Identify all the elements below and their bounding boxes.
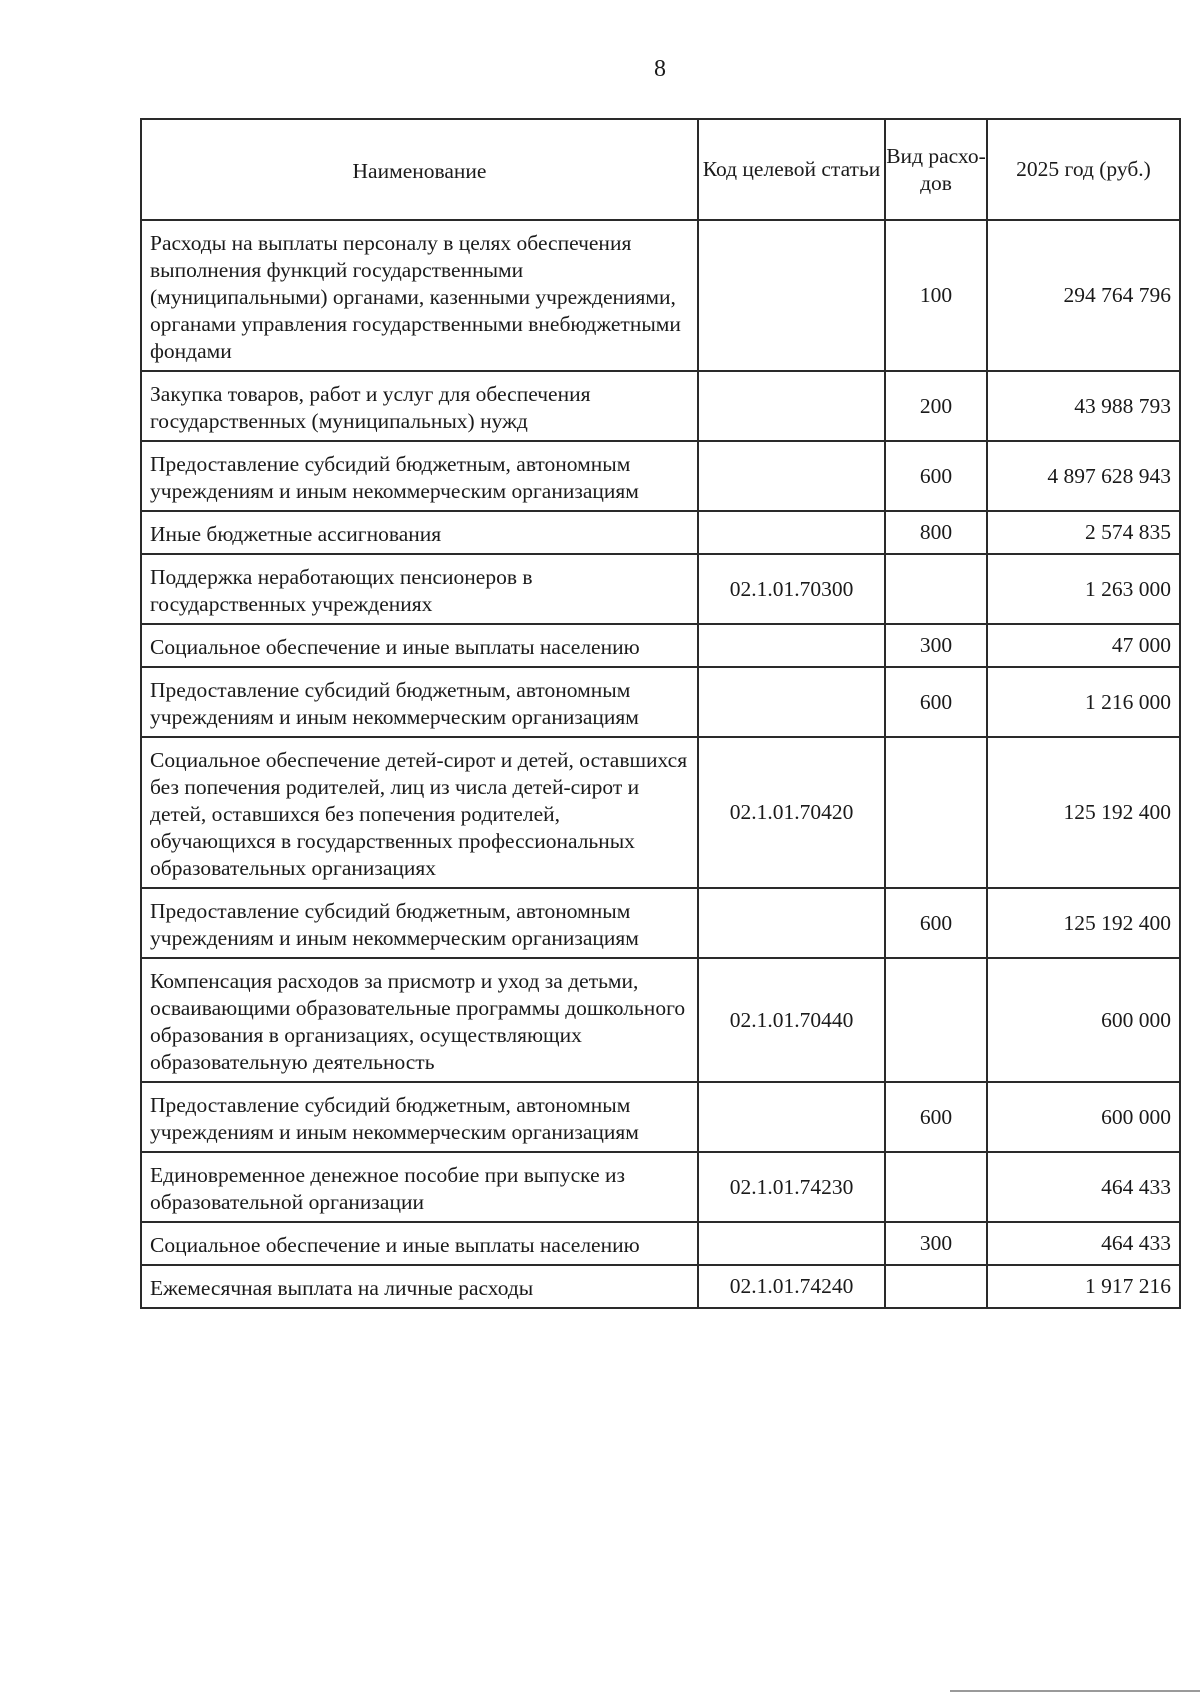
row-sum: 1 917 216 (987, 1265, 1180, 1308)
row-sum: 1 263 000 (987, 554, 1180, 624)
row-type (885, 737, 987, 888)
row-sum: 2 574 835 (987, 511, 1180, 554)
page-number: 8 (654, 56, 666, 82)
row-type: 200 (885, 371, 987, 441)
row-code (698, 371, 885, 441)
row-name: Закупка товаров, работ и услуг для обеспечения государственных (муниципальных) нужд (141, 371, 698, 441)
header-type (885, 119, 987, 220)
row-name: Поддержка неработающих пенсионеров в государственных учреждениях (141, 554, 698, 624)
row-type (885, 1152, 987, 1222)
row-type: 800 (885, 511, 987, 554)
row-type: 300 (885, 1222, 987, 1265)
row-name: Предоставление субсидий бюджетным, автономным учреждениям и иным некоммерческим организациям (141, 888, 698, 958)
table-row (141, 511, 1180, 554)
table-row (141, 737, 1180, 888)
table-row (141, 667, 1180, 737)
row-type: 300 (885, 624, 987, 667)
row-name: Компенсация расходов за присмотр и уход за детьми, осваивающими образовательные программы дошкольного образования в организациях, осуществляющих образовательную деятельность (141, 958, 698, 1082)
row-code: 02.1.01.70420 (698, 737, 885, 888)
table-row (141, 1152, 1180, 1222)
header-type-label: Вид расхо-дов (886, 143, 986, 195)
row-sum: 600 000 (987, 1082, 1180, 1152)
row-code: 02.1.01.74240 (698, 1265, 885, 1308)
row-name: Ежемесячная выплата на личные расходы (141, 1265, 698, 1308)
header-name-label: Наименование (352, 159, 487, 183)
budget-table (140, 118, 1181, 1309)
row-type: 600 (885, 441, 987, 511)
row-type: 600 (885, 1082, 987, 1152)
table-row (141, 371, 1180, 441)
header-name (141, 119, 698, 220)
header-code-label: Код целевой статьи (702, 157, 881, 181)
header-row (141, 119, 1180, 220)
row-code (698, 667, 885, 737)
row-sum: 47 000 (987, 624, 1180, 667)
header-sum-label: 2025 год (руб.) (1016, 157, 1151, 181)
row-name: Предоставление субсидий бюджетным, автономным учреждениям и иным некоммерческим организациям (141, 441, 698, 511)
row-sum: 464 433 (987, 1222, 1180, 1265)
row-code (698, 1082, 885, 1152)
row-code (698, 511, 885, 554)
row-name: Социальное обеспечение и иные выплаты населению (141, 1222, 698, 1265)
row-type (885, 554, 987, 624)
table-row (141, 1265, 1180, 1308)
row-sum: 125 192 400 (987, 888, 1180, 958)
row-type (885, 1265, 987, 1308)
row-sum: 1 216 000 (987, 667, 1180, 737)
row-sum: 600 000 (987, 958, 1180, 1082)
table-row (141, 1222, 1180, 1265)
row-code (698, 441, 885, 511)
row-sum: 294 764 796 (987, 220, 1180, 371)
row-name: Социальное обеспечение и иные выплаты населению (141, 624, 698, 667)
row-code (698, 888, 885, 958)
table-row (141, 554, 1180, 624)
row-type: 100 (885, 220, 987, 371)
row-sum: 4 897 628 943 (987, 441, 1180, 511)
row-name: Предоставление субсидий бюджетным, автономным учреждениям и иным некоммерческим организациям (141, 667, 698, 737)
row-name: Единовременное денежное пособие при выпуске из образовательной организации (141, 1152, 698, 1222)
header-sum (987, 119, 1180, 220)
table-row (141, 1082, 1180, 1152)
table-row (141, 958, 1180, 1082)
row-code (698, 220, 885, 371)
row-code: 02.1.01.70300 (698, 554, 885, 624)
table-header (141, 119, 1180, 220)
row-name: Расходы на выплаты персоналу в целях обеспечения выполнения функций государственными (муниципальными) органами, казенными учреждениями, органами управления государственными внебюджетными фондами (141, 220, 698, 371)
row-sum: 125 192 400 (987, 737, 1180, 888)
header-code (698, 119, 885, 220)
row-sum: 43 988 793 (987, 371, 1180, 441)
row-name: Предоставление субсидий бюджетным, автономным учреждениям и иным некоммерческим организациям (141, 1082, 698, 1152)
row-code: 02.1.01.70440 (698, 958, 885, 1082)
bottom-rule (950, 1690, 1200, 1692)
row-name: Социальное обеспечение детей-сирот и детей, оставшихся без попечения родителей, лиц из числа детей-сирот и детей, оставшихся без попечения родителей, обучающихся в государственных профессиональных образовательных организациях (141, 737, 698, 888)
row-type (885, 958, 987, 1082)
table-row (141, 888, 1180, 958)
row-code (698, 1222, 885, 1265)
table-row (141, 441, 1180, 511)
row-sum: 464 433 (987, 1152, 1180, 1222)
table-row (141, 624, 1180, 667)
row-type: 600 (885, 888, 987, 958)
row-code: 02.1.01.74230 (698, 1152, 885, 1222)
row-type: 600 (885, 667, 987, 737)
row-name: Иные бюджетные ассигнования (141, 511, 698, 554)
table-row (141, 220, 1180, 371)
row-code (698, 624, 885, 667)
table-body (141, 220, 1180, 1308)
